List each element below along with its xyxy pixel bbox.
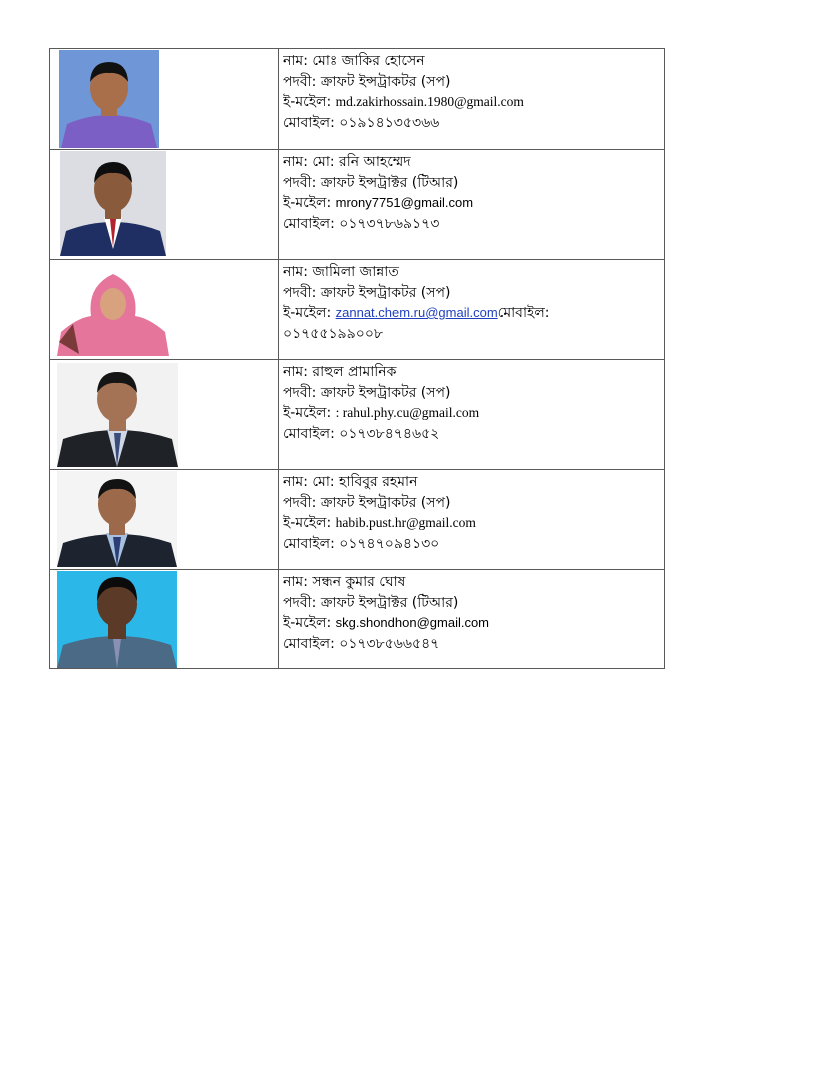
name-label: নাম: <box>283 574 308 590</box>
designation-line <box>283 173 664 194</box>
mobile-line <box>283 214 664 235</box>
email-label: ই-মইেল: <box>283 615 332 631</box>
info-cell <box>279 150 665 260</box>
designation-line <box>283 593 664 614</box>
staff-name: মোঃ জাকির হোসেন <box>312 53 425 69</box>
designation-line <box>283 383 664 404</box>
info-cell <box>279 360 665 470</box>
person-photo-icon <box>57 363 178 467</box>
staff-designation: ক্রাফট ইন্সট্রাকটর (সপ) <box>320 73 451 90</box>
info-cell <box>279 570 665 669</box>
email-label: ই-মইেল: <box>283 94 332 110</box>
staff-name: সন্ধন কুমার ঘোষ <box>312 574 406 590</box>
mobile-line <box>283 424 664 445</box>
staff-name: রাহুল প্রামানিক <box>312 364 397 380</box>
person-photo-icon <box>57 471 177 567</box>
staff-table <box>49 48 665 669</box>
mobile-label-inline: মোবাইল: <box>497 305 550 321</box>
photo-cell <box>50 49 279 150</box>
info-cell <box>279 470 665 570</box>
staff-designation: ক্রাফট ইন্সট্রাকটর (সপ) <box>320 284 451 301</box>
staff-mobile: ০১৭৩৮৪৭৪৬৫২ <box>339 425 440 442</box>
mobile-label: মোবাইল: <box>283 535 335 552</box>
table-row <box>50 570 665 669</box>
staff-mobile: ০১৭৫৫১৯৯০০৮ <box>283 325 384 342</box>
person-photo-icon <box>57 571 177 668</box>
staff-name: মো: রনি আহম্মেদ <box>312 154 411 170</box>
staff-photo <box>57 471 177 567</box>
staff-mobile: ০১৭৩৭৮৬৯১৭৩ <box>339 215 440 232</box>
name-line <box>283 51 664 72</box>
designation-label: পদবী: <box>283 594 317 611</box>
name-line <box>283 572 664 593</box>
table-row <box>50 470 665 570</box>
mobile-line <box>283 534 664 555</box>
email-line <box>283 303 664 324</box>
staff-name: জামিলা জান্নাত <box>312 264 399 280</box>
person-photo-icon <box>60 151 166 256</box>
name-label: নাম: <box>283 364 308 380</box>
designation-label: পদবী: <box>283 174 317 191</box>
name-label: নাম: <box>283 154 308 170</box>
designation-label: পদবী: <box>283 384 317 401</box>
name-line <box>283 152 664 173</box>
staff-email: mrony7751@gmail.com <box>335 195 474 210</box>
mobile-line <box>283 634 664 655</box>
staff-photo <box>57 363 178 467</box>
staff-designation: ক্রাফট ইন্সট্রাক্টর (টিআর) <box>320 594 459 611</box>
staff-email: : rahul.phy.cu@gmail.com <box>335 405 480 420</box>
photo-cell <box>50 570 279 669</box>
name-label: নাম: <box>283 264 308 280</box>
email-line <box>283 513 664 534</box>
staff-designation: ক্রাফট ইন্সট্রাকটর (সপ) <box>320 494 451 511</box>
person-photo-icon <box>57 262 169 356</box>
staff-name: মো: হাবিবুর রহমান <box>312 474 418 490</box>
designation-label: পদবী: <box>283 284 317 301</box>
name-line <box>283 472 664 493</box>
staff-email: habib.pust.hr@gmail.com <box>335 515 476 530</box>
email-label: ই-মইেল: <box>283 195 332 211</box>
mobile-label: মোবাইল: <box>283 215 335 232</box>
designation-label: পদবী: <box>283 73 317 90</box>
table-row <box>50 150 665 260</box>
staff-mobile: ০১৯১৪১৩৫৩৬৬ <box>339 114 440 131</box>
photo-cell <box>50 150 279 260</box>
email-line <box>283 92 664 113</box>
designation-line <box>283 493 664 514</box>
email-line <box>283 193 664 214</box>
email-label: ই-মইেল: <box>283 515 332 531</box>
mobile-label: মোবাইল: <box>283 425 335 442</box>
mobile-label: মোবাইল: <box>283 114 335 131</box>
name-line <box>283 262 664 283</box>
photo-cell <box>50 470 279 570</box>
email-line <box>283 403 664 424</box>
mobile-line <box>283 324 664 345</box>
name-line <box>283 362 664 383</box>
staff-mobile: ০১৭৩৮৫৬৬৫৪৭ <box>339 635 440 652</box>
email-label: ই-মইেল: <box>283 305 332 321</box>
info-cell <box>279 49 665 150</box>
staff-email: md.zakirhossain.1980@gmail.com <box>335 94 524 109</box>
staff-designation: ক্রাফট ইন্সট্রাকটর (সপ) <box>320 384 451 401</box>
staff-photo <box>59 50 159 148</box>
staff-designation: ক্রাফট ইন্সট্রাক্টর (টিআর) <box>320 174 459 191</box>
table-row <box>50 260 665 360</box>
mobile-line <box>283 113 664 134</box>
table-row <box>50 360 665 470</box>
staff-email-link[interactable]: zannat.chem.ru@gmail.com <box>335 305 498 320</box>
staff-photo <box>60 151 166 256</box>
staff-photo <box>57 571 177 668</box>
designation-label: পদবী: <box>283 494 317 511</box>
staff-photo <box>57 262 169 356</box>
photo-cell <box>50 360 279 470</box>
email-line <box>283 613 664 634</box>
info-cell <box>279 260 665 360</box>
mobile-label: মোবাইল: <box>283 635 335 652</box>
name-label: নাম: <box>283 53 308 69</box>
table-row <box>50 49 665 150</box>
designation-line <box>283 283 664 304</box>
designation-line <box>283 72 664 93</box>
email-label: ই-মইেল: <box>283 405 332 421</box>
photo-cell <box>50 260 279 360</box>
staff-email: skg.shondhon@gmail.com <box>335 615 490 630</box>
staff-mobile: ০১৭৪৭০৯৪১৩০ <box>339 535 440 552</box>
name-label: নাম: <box>283 474 308 490</box>
person-photo-icon <box>59 50 159 148</box>
